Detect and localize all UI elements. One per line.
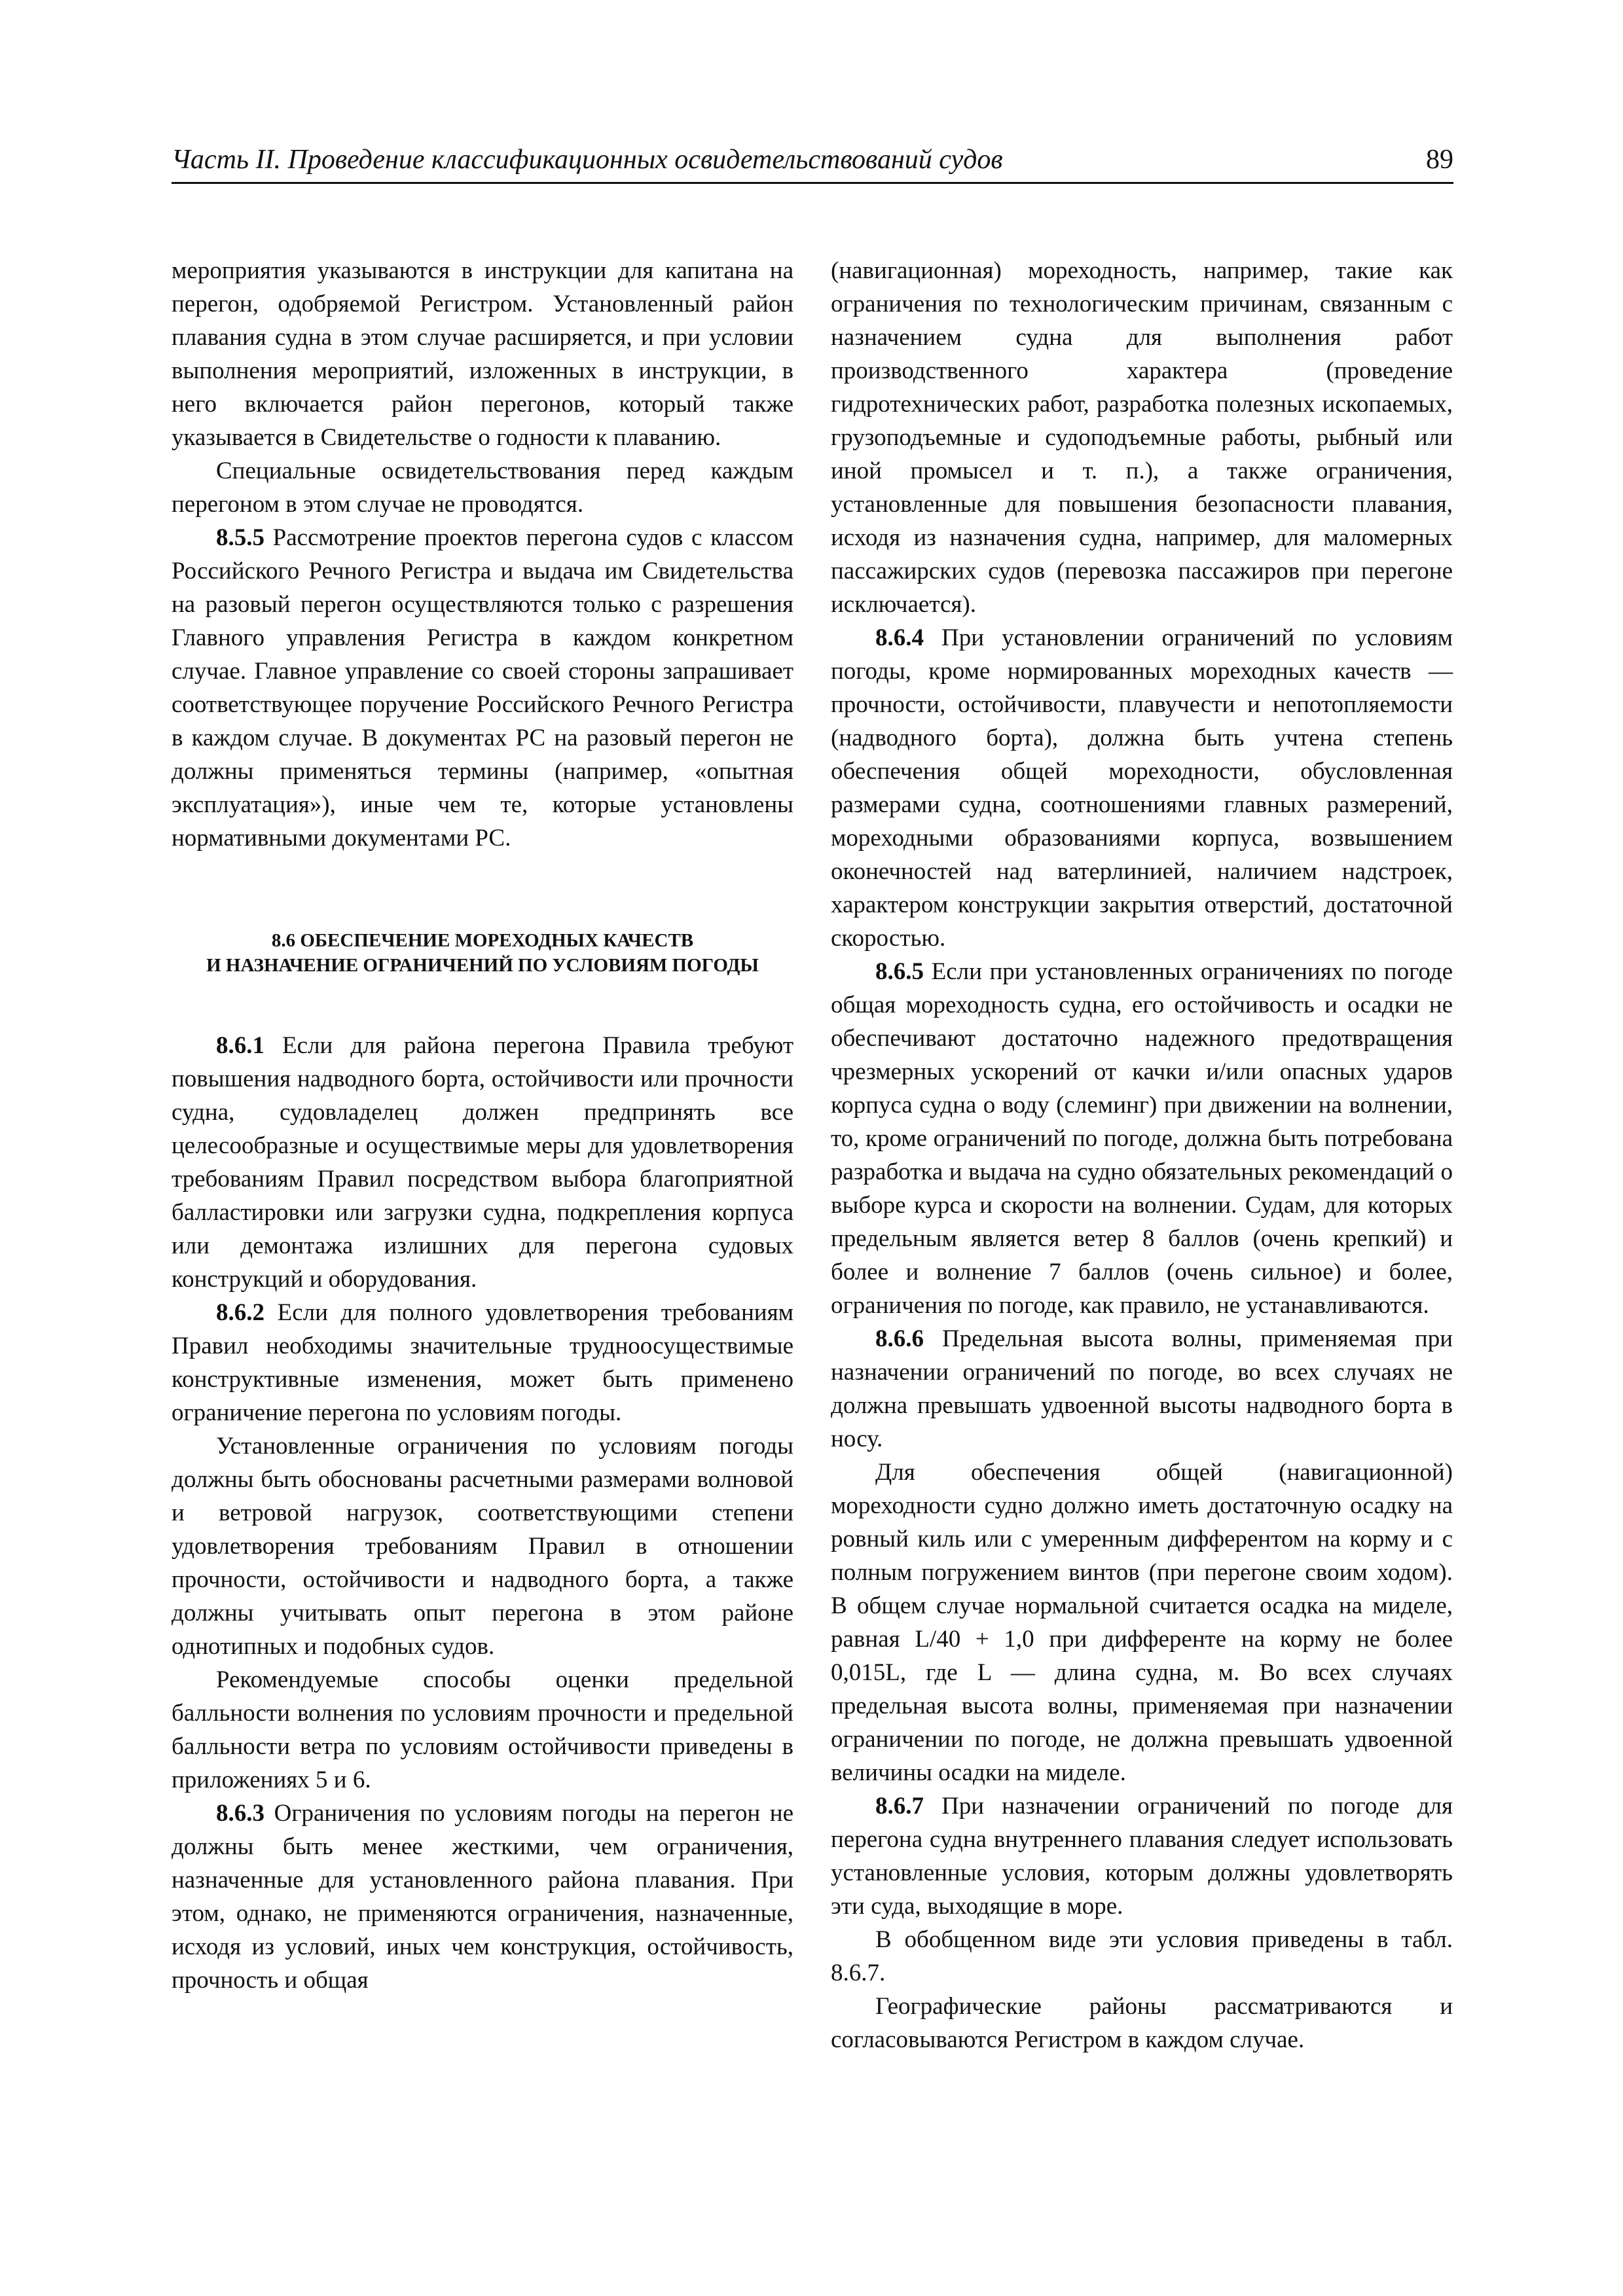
clause-number: 8.6.2 bbox=[216, 1299, 264, 1326]
paragraph: Для обеспечения общей (навигационной) мореходности судно должно иметь достаточную осадку на ровный киль или с умеренным дифферентом на корму и с полным погружением винтов (при перегоне своим ходом). В общем случае нормальной считается осадка на миделе, равная L/40 + 1,0 при дифференте на корму не более 0,015L, где L — длина судна, м. Во всех случаях предельная высота волны, применяемая при назначении ограничении по погоде, не должна превышать удвоенной величины осадки на миделе. bbox=[831, 1459, 1453, 1786]
paragraph: (навигационная) мореходность, например, такие как ограничения по технологическим причинам, связанным с назначением судна для выполнения работ производственного характера (проведение гидротехнических работ, разработка полезных ископаемых, грузоподъемные и судоподъемные работы, рыбный или иной промысел и т. п.), а также ограничения, установленные для повышения безопасности плавания, исходя из назначения судна, например, для маломерных пассажирских судов (перевозка пассажиров при перегоне исключается). bbox=[831, 257, 1453, 618]
paragraph-text: Если при установленных ограничениях по погоде общая мореходность судна, его остойчивость и осадки не обеспечивают достаточно надежного предотвращения чрезмерных ускорений от качки и/или опасных ударов корпуса судна о воду (слеминг) при движении на волнении, то, кроме ограничений по погоде, должна быть потребована разработка и выдача на судно обязательных рекомендаций о выборе курса и скорости на волнении. Судам, для которых предельным является ветер 8 баллов (очень крепкий) и более и волнение 7 баллов (очень сильное) и более, ограничения по погоде, как правило, не устанавливаются. bbox=[831, 958, 1453, 1319]
paragraph-8-6-6 bbox=[831, 1322, 1453, 1456]
paragraph-8-6-7 bbox=[831, 1789, 1453, 1923]
right-column bbox=[831, 254, 1453, 2056]
paragraph: мероприятия указываются в инструкции для капитана на перегон, одобряемой Регистром. Установленный район плавания судна в этом случае расширяется, и при условии выполнения мероприятий, изложенных в инструкции, в него включается район перегонов, который также указывается в Свидетельстве о годности к плаванию. bbox=[172, 257, 793, 451]
clause-number: 8.6.5 bbox=[875, 958, 924, 985]
paragraph-text: При назначении ограничений по погоде для перегона судна внутреннего плавания следует использовать установленные условия, которым должны удовлетворять эти суда, выходящие в море. bbox=[831, 1793, 1453, 1920]
running-header-title: Часть II. Проведение классификационных освидетельствований судов bbox=[172, 145, 1003, 175]
paragraph-text: Ограничения по условиям погоды на перегон не должны быть менее жесткими, чем ограничения, назначенные для установленного района плавания. При этом, однако, не применяются ограничения, назначенные, исходя из условий, иных чем конструкция, остойчивость, прочность и общая bbox=[172, 1800, 793, 1994]
paragraph-text: Рассмотрение проектов перегона судов с классом Российского Речного Регистра и выдача им Свидетельства на разовый перегон осуществляются только с разрешения Главного управления Регистра в каждом конкретном случае. Главное управление со своей стороны запрашивает соответствующее поручение Российского Речного Регистра в каждом случае. В документах РС на разовый перегон не должны применяться термины (например, «опытная эксплуатация»), иные чем те, которые установлены нормативными документами РС. bbox=[172, 524, 793, 852]
section-heading bbox=[172, 928, 793, 978]
paragraph-8-6-4 bbox=[831, 621, 1453, 955]
paragraph-8-6-5 bbox=[831, 955, 1453, 1322]
clause-number: 8.5.5 bbox=[216, 524, 264, 551]
paragraph-8-5-5 bbox=[172, 521, 793, 855]
clause-number: 8.6.4 bbox=[875, 624, 924, 651]
paragraph-text: Если для полного удовлетворения требованиям Правил необходимы значительные трудноосуществимые конструктивные изменения, может быть применено ограничение перегона по условиям погоды. bbox=[172, 1299, 793, 1426]
clause-number: 8.6.6 bbox=[875, 1325, 924, 1352]
paragraph: Установленные ограничения по условиям погоды должны быть обоснованы расчетными размерами волновой и ветровой нагрузок, соответствующими степени удовлетворения требованиям Правил в отношении прочности, остойчивости и надводного борта, а также должны учитывать опыт перегона в этом районе однотипных и подобных судов. bbox=[172, 1433, 793, 1660]
paragraph: В обобщенном виде эти условия приведены в табл. 8.6.7. bbox=[831, 1926, 1453, 1986]
running-header bbox=[172, 143, 1453, 184]
left-column bbox=[172, 254, 793, 1997]
clause-number: 8.6.1 bbox=[216, 1032, 264, 1059]
paragraph: Специальные освидетельствования перед каждым перегоном в этом случае не проводятся. bbox=[172, 457, 793, 518]
section-heading-line: И НАЗНАЧЕНИЕ ОГРАНИЧЕНИЙ ПО УСЛОВИЯМ ПОГОДЫ bbox=[206, 955, 759, 976]
paragraph: Географические районы рассматриваются и согласовываются Регистром в каждом случае. bbox=[831, 1993, 1453, 2053]
paragraph-8-6-2 bbox=[172, 1296, 793, 1429]
clause-number: 8.6.3 bbox=[216, 1800, 264, 1827]
paragraph-text: При установлении ограничений по условиям погоды, кроме нормированных мореходных качеств — прочности, остойчивости, плавучести и непотопляемости (надводного борта), должна быть учтена степень обеспечения общей мореходности, обусловленная размерами судна, соотношениями главных размерений, мореходными образованиями корпуса, возвышением оконечностей над ватерлинией, наличием надстроек, характером конструкции закрытия отверстий, достаточной скоростью. bbox=[831, 624, 1453, 952]
section-heading-line: 8.6 ОБЕСПЕЧЕНИЕ МОРЕХОДНЫХ КАЧЕСТВ bbox=[271, 930, 694, 951]
paragraph-8-6-1 bbox=[172, 1029, 793, 1296]
clause-number: 8.6.7 bbox=[875, 1793, 924, 1820]
paragraph-text: Предельная высота волны, применяемая при назначении ограничений по погоде, во всех случаях не должна превышать удвоенной высоты надводного борта в носу. bbox=[831, 1325, 1453, 1452]
page-number: 89 bbox=[1426, 145, 1453, 175]
paragraph-8-6-3 bbox=[172, 1797, 793, 1997]
paragraph: Рекомендуемые способы оценки предельной балльности волнения по условиям прочности и предельной балльности ветра по условиям остойчивости приведены в приложениях 5 и 6. bbox=[172, 1666, 793, 1793]
paragraph-text: Если для района перегона Правила требуют повышения надводного борта, остойчивости или прочности судна, судовладелец должен предпринять все целесообразные и осуществимые меры для удовлетворения требованиям Правил посредством выбора благоприятной балластировки или загрузки судна, подкрепления корпуса или демонтажа излишних для перегона судовых конструкций и оборудования. bbox=[172, 1032, 793, 1293]
